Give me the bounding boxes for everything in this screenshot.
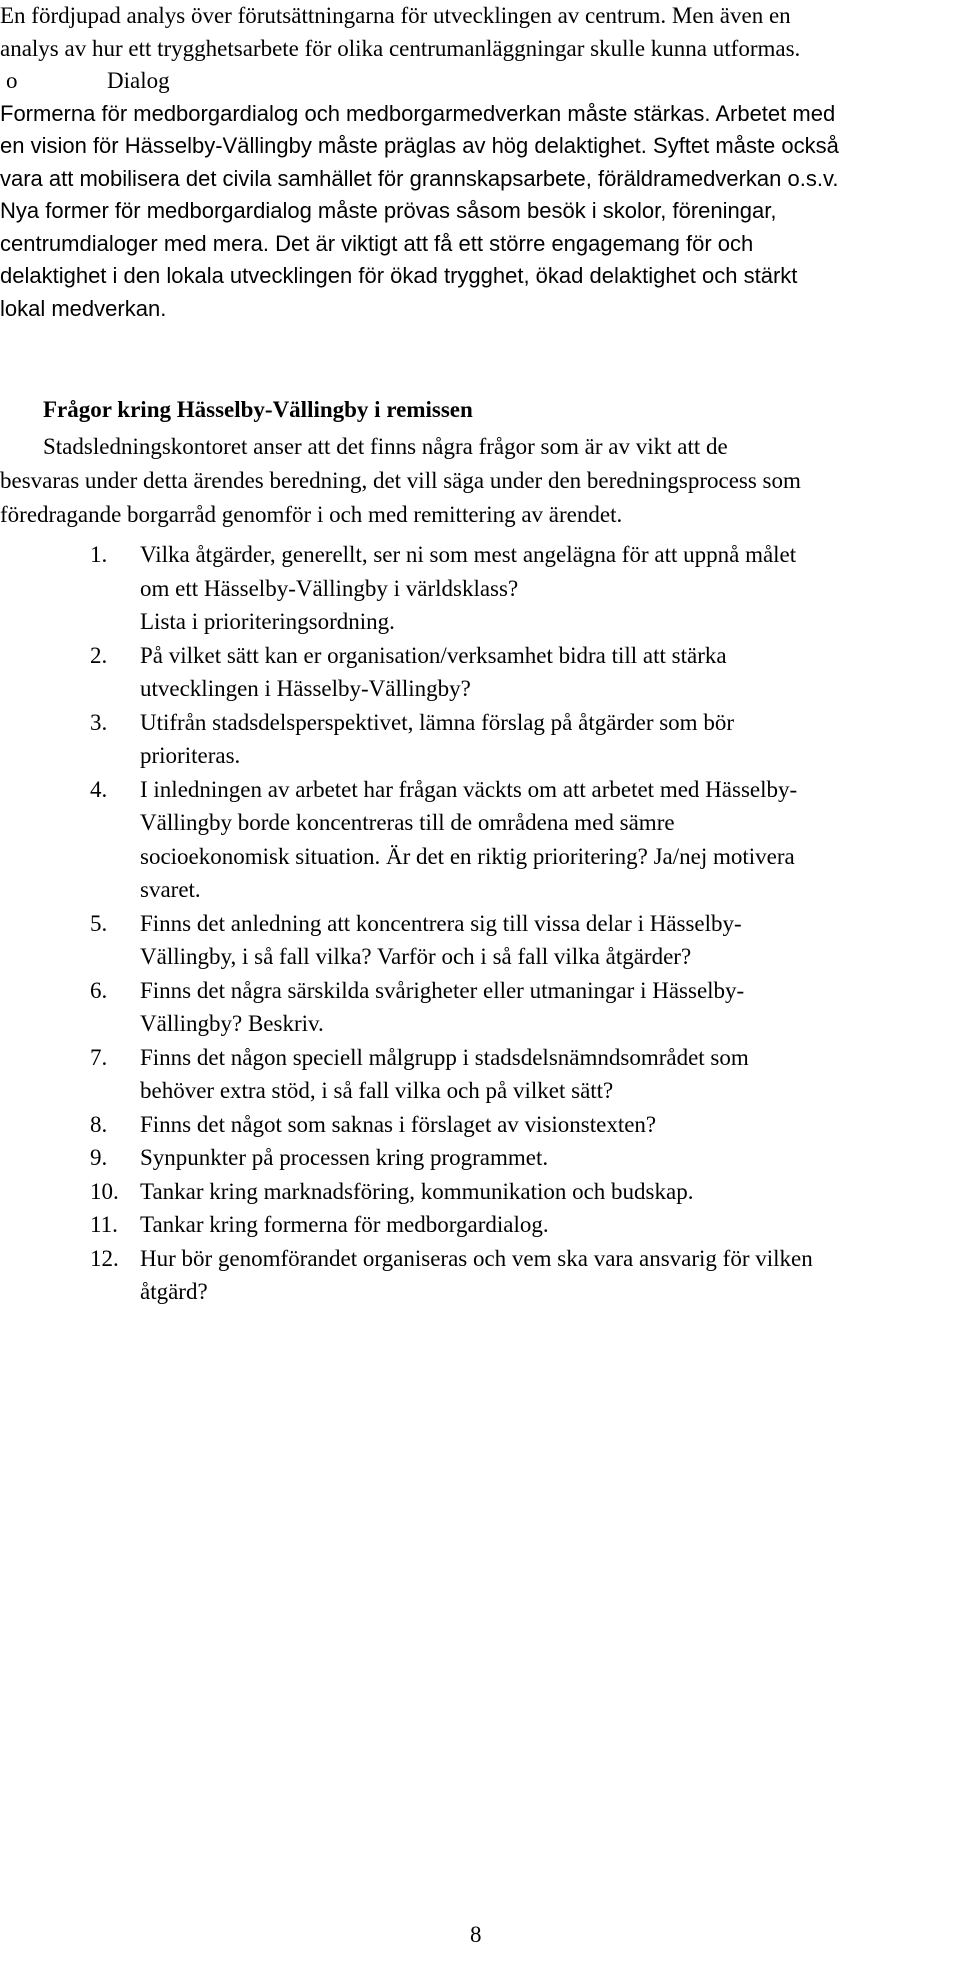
question-number: 6. <box>90 977 108 1003</box>
page-number: 8 <box>470 1922 482 1947</box>
question-number: 9. <box>90 1145 108 1170</box>
question-text <box>140 773 960 907</box>
question-line: Finns det någon speciell målgrupp i stadsdelsnämndsområdet som <box>140 1044 749 1070</box>
question-number: 2. <box>90 642 108 668</box>
question-line: Finns det några särskilda svårigheter eller utmaningar i Hässelby- <box>140 977 745 1003</box>
question-line: Hur bör genomförandet organiseras och vem ska vara ansvarig för vilken <box>140 1245 813 1271</box>
question-line: åtgärd? <box>140 1279 208 1304</box>
question-line: socioekonomisk situation. Är det en riktig prioritering? Ja/nej motivera <box>140 843 795 869</box>
bullet-marker-icon: o <box>6 68 18 93</box>
question-line: I inledningen av arbetet har frågan väckts om att arbetet med Hässelby- <box>140 776 798 802</box>
question-number: 3. <box>90 709 108 735</box>
question-item <box>0 1141 960 1175</box>
question-line: utvecklingen i Hässelby-Vällingby? <box>140 676 471 701</box>
question-line: om ett Hässelby-Vällingby i världsklass? <box>140 575 519 601</box>
question-number: 1. <box>90 542 108 567</box>
question-line: Utifrån stadsdelsperspektivet, lämna förslag på åtgärder som bör <box>140 709 734 735</box>
dialog-line: centrumdialoger med mera. Det är viktigt att få ett större engagemang för och <box>0 230 754 256</box>
paragraph-line: analys av hur ett trygghetsarbete för olika centrumanläggningar skulle kunna utformas. <box>0 35 801 61</box>
question-item <box>0 1242 960 1309</box>
question-text <box>140 1242 960 1309</box>
question-item <box>0 974 960 1041</box>
question-number: 4. <box>90 776 108 802</box>
dialog-line: vara att mobilisera det civila samhället för grannskapsarbete, föräldramedverkan o.s.v. <box>0 165 839 191</box>
question-text <box>140 538 960 639</box>
question-item <box>0 1108 960 1142</box>
question-line: Tankar kring formerna för medborgardialog. <box>140 1212 549 1237</box>
top-paragraph <box>0 0 960 325</box>
dialog-bullet <box>0 65 960 98</box>
question-number: 5. <box>90 910 108 936</box>
question-number: 8. <box>90 1111 108 1137</box>
question-item <box>0 538 960 639</box>
question-line: Finns det anledning att koncentrera sig till vissa delar i Hässelby- <box>140 910 742 936</box>
section-intro <box>0 430 960 532</box>
question-number: 7. <box>90 1044 108 1070</box>
intro-line: föredragande borgarråd genomför i och med remittering av ärendet. <box>0 502 623 527</box>
question-line: Vilka åtgärder, generellt, ser ni som mest angelägna för att uppnå målet <box>140 542 797 567</box>
dialog-line: en vision för Hässelby-Vällingby måste präglas av hög delaktighet. Syftet måste också <box>0 133 839 158</box>
question-line: Vällingby, i så fall vilka? Varför och i så fall vilka åtgärder? <box>140 944 692 969</box>
dialog-line: Formerna för medborgardialog och medborgarmedverkan måste stärkas. Arbetet med <box>0 100 836 126</box>
question-text <box>140 1041 960 1108</box>
section-heading: Frågor kring Hässelby-Vällingby i remissen <box>43 397 473 422</box>
question-text <box>140 1175 960 1209</box>
question-number: 10. <box>90 1178 119 1204</box>
question-line: prioriteras. <box>140 743 241 768</box>
intro-line: Stadsledningskontoret anser att det finns några frågor som är av vikt att de <box>43 434 728 459</box>
question-line: Vällingby borde koncentreras till de områdena med sämre <box>140 810 675 835</box>
question-item <box>0 1175 960 1209</box>
question-list <box>0 538 960 1309</box>
question-line: behöver extra stöd, i så fall vilka och på vilket sätt? <box>140 1078 614 1103</box>
question-line: Synpunkter på processen kring programmet. <box>140 1145 549 1170</box>
question-line: På vilket sätt kan er organisation/verksamhet bidra till att stärka <box>140 642 727 668</box>
question-item <box>0 706 960 773</box>
question-text <box>140 1141 960 1175</box>
dialog-line: lokal medverkan. <box>0 295 167 321</box>
question-text <box>140 1108 960 1142</box>
question-text <box>140 706 960 773</box>
question-number: 12. <box>90 1245 119 1271</box>
question-item <box>0 1208 960 1242</box>
question-line: svaret. <box>140 877 201 902</box>
question-item <box>0 639 960 706</box>
question-item <box>0 907 960 974</box>
dialog-heading: Dialog <box>107 68 170 93</box>
dialog-line: Nya former för medborgardialog måste prövas såsom besök i skolor, föreningar, <box>0 198 777 223</box>
question-line: Vällingby? Beskriv. <box>140 1011 324 1036</box>
question-item <box>0 1041 960 1108</box>
question-text <box>140 1208 960 1242</box>
question-text <box>140 974 960 1041</box>
question-text <box>140 639 960 706</box>
intro-line: besvaras under detta ärendes beredning, det vill säga under den beredningsprocess som <box>0 468 801 493</box>
question-item <box>0 773 960 907</box>
question-text <box>140 907 960 974</box>
question-number: 11. <box>90 1212 118 1237</box>
question-line: Finns det något som saknas i förslaget av visionstexten? <box>140 1111 657 1137</box>
dialog-line: delaktighet i den lokala utvecklingen för ökad trygghet, ökad delaktighet och stärkt <box>0 263 798 288</box>
question-line: Tankar kring marknadsföring, kommunikation och budskap. <box>140 1178 694 1204</box>
question-line: Lista i prioriteringsordning. <box>140 609 395 634</box>
paragraph-line: En fördjupad analys över förutsättningarna för utvecklingen av centrum. Men även en <box>0 3 791 28</box>
